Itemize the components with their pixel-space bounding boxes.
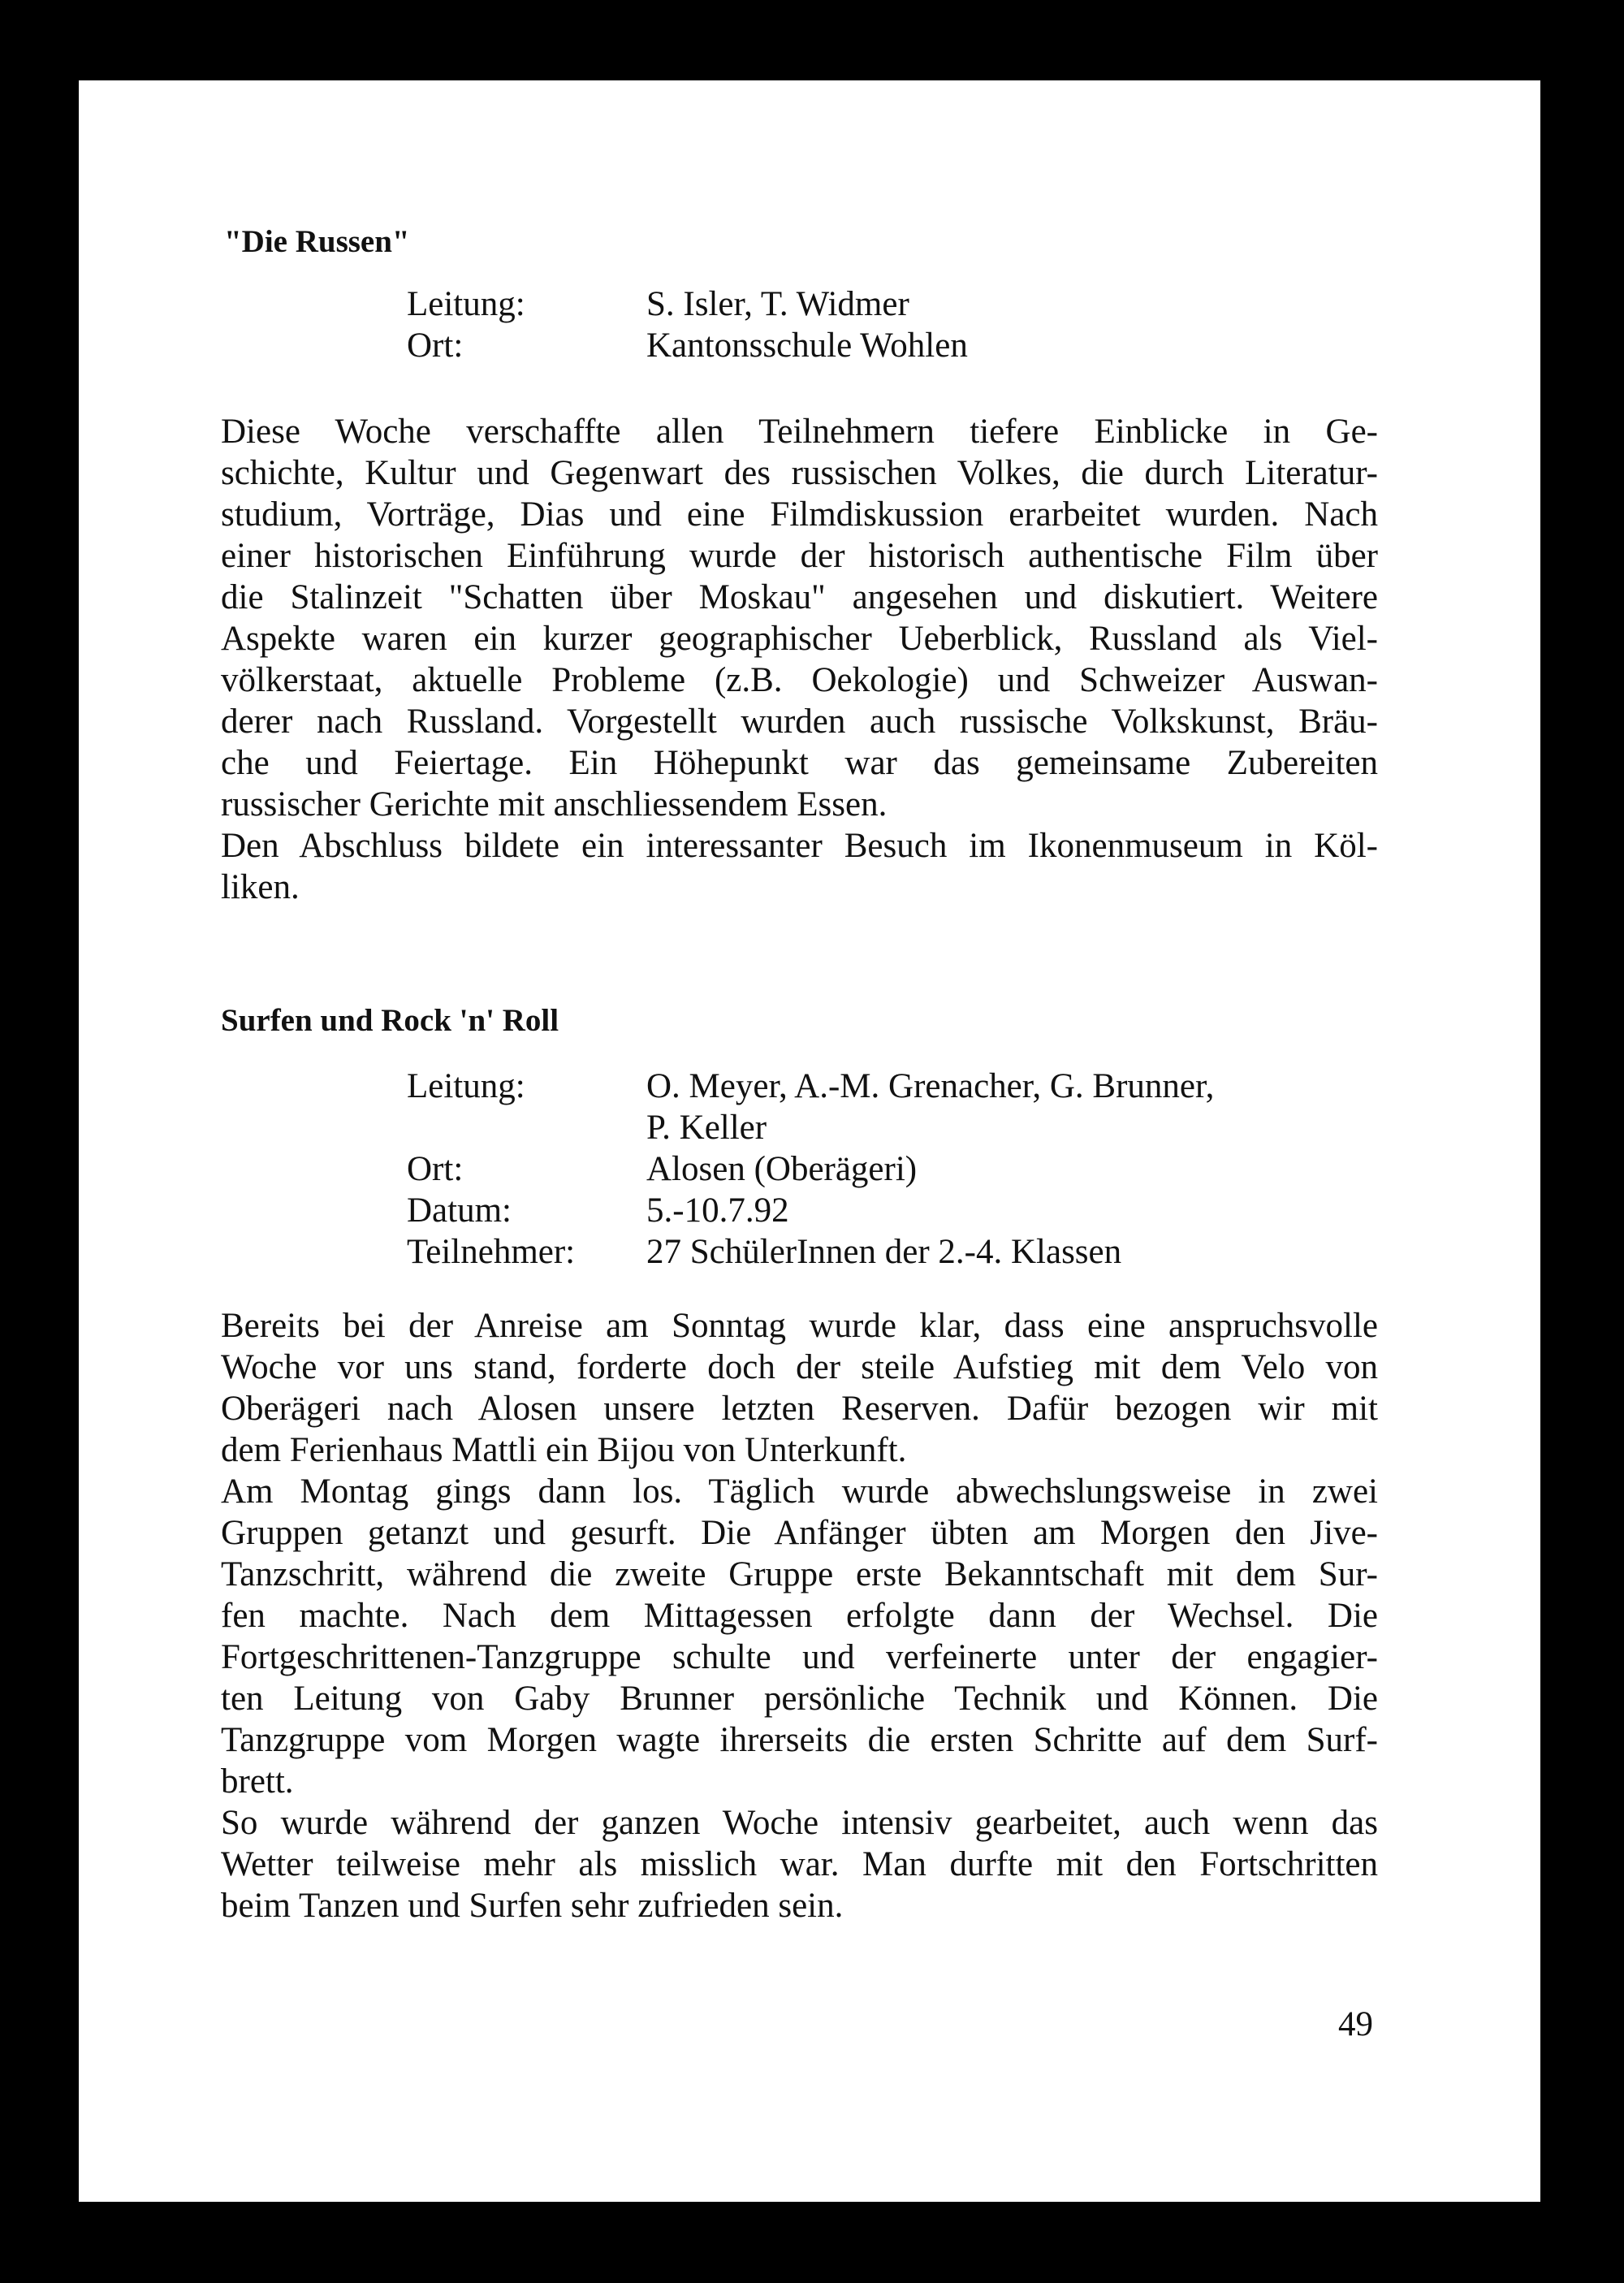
meta-row-leitung [407, 283, 968, 325]
text-line: liken. [221, 868, 300, 906]
meta-value: S. Isler, T. Widmer [646, 285, 909, 323]
text-line: beim Tanzen und Surfen sehr zufrieden sein. [221, 1887, 844, 1925]
text-line: Den Abschluss bildete ein interessanter Besuch im Ikonenmuseum in Köl- [221, 827, 1378, 865]
meta-value: O. Meyer, A.-M. Grenacher, G. Brunner, [646, 1067, 1215, 1105]
text-line: schichte, Kultur und Gegenwart des russischen Volkes, die durch Literatur- [221, 454, 1378, 492]
text-line: einer historischen Einführung wurde der historisch authentische Film über [221, 537, 1378, 575]
section-meta-die-russen [407, 283, 968, 366]
text-line: brett. [221, 1762, 294, 1801]
text-line: So wurde während der ganzen Woche intensiv gearbeitet, auch wenn das [221, 1804, 1378, 1842]
meta-value: 5.-10.7.92 [646, 1191, 789, 1230]
section-body-surfen-rock-n-roll [221, 1305, 1378, 1926]
text-line: Oberägeri nach Alosen unsere letzten Reserven. Dafür bezogen wir mit [221, 1390, 1378, 1428]
meta-value: 27 SchülerInnen der 2.-4. Klassen [646, 1233, 1122, 1271]
text-line: Diese Woche verschaffte allen Teilnehmern tiefere Einblicke in Ge- [221, 413, 1378, 451]
text-line: Gruppen getanzt und gesurft. Die Anfänger übten am Morgen den Jive- [221, 1514, 1378, 1552]
section-title-surfen-rock-n-roll: Surfen und Rock 'n' Roll [221, 1003, 559, 1038]
text-line: fen machte. Nach dem Mittagessen erfolgte dann der Wechsel. Die [221, 1597, 1378, 1635]
text-line: Aspekte waren ein kurzer geographischer Ueberblick, Russland als Viel- [221, 620, 1378, 658]
text-line: Bereits bei der Anreise am Sonntag wurde klar, dass eine anspruchsvolle [221, 1307, 1378, 1345]
meta-label: Teilnehmer: [407, 1233, 576, 1271]
section-meta-surfen-rock-n-roll [407, 1066, 1214, 1273]
meta-value: Alosen (Oberägeri) [646, 1150, 918, 1188]
meta-value: Kantonsschule Wohlen [646, 326, 968, 365]
page-number: 49 [1338, 2005, 1373, 2043]
text-line: studium, Vorträge, Dias und eine Filmdiskussion erarbeitet wurden. Nach [221, 495, 1378, 534]
meta-label: Leitung: [407, 1067, 525, 1105]
meta-label: Ort: [407, 326, 464, 365]
text-line: russischer Gerichte mit anschliessendem Essen. [221, 785, 888, 824]
meta-label: Leitung: [407, 285, 525, 323]
text-line: dem Ferienhaus Mattli ein Bijou von Unterkunft. [221, 1431, 907, 1469]
text-line: Woche vor uns stand, forderte doch der steile Aufstieg mit dem Velo von [221, 1348, 1378, 1386]
text-line: Am Montag gings dann los. Täglich wurde abwechslungsweise in zwei [221, 1472, 1378, 1511]
meta-row-datum [407, 1190, 1214, 1231]
section-body-die-russen [221, 411, 1378, 908]
text-line: völkerstaat, aktuelle Probleme (z.B. Oekologie) und Schweizer Auswan- [221, 661, 1378, 699]
meta-row-ort [407, 325, 968, 366]
meta-label-empty [407, 1107, 646, 1148]
text-line: Fortgeschrittenen-Tanzgruppe schulte und verfeinerte unter der engagier- [221, 1638, 1378, 1676]
text-line: Tanzschritt, während die zweite Gruppe erste Bekanntschaft mit dem Sur- [221, 1555, 1378, 1593]
meta-row-teilnehmer [407, 1231, 1214, 1273]
text-line: derer nach Russland. Vorgestellt wurden auch russische Volkskunst, Bräu- [221, 703, 1378, 741]
document-page [79, 80, 1540, 2202]
text-line: che und Feiertage. Ein Höhepunkt war das gemeinsame Zubereiten [221, 744, 1378, 782]
meta-label: Datum: [407, 1191, 512, 1230]
meta-label: Ort: [407, 1150, 464, 1188]
text-line: Tanzgruppe vom Morgen wagte ihrerseits die ersten Schritte auf dem Surf- [221, 1721, 1378, 1759]
text-line: die Stalinzeit "Schatten über Moskau" angesehen und diskutiert. Weitere [221, 578, 1378, 616]
meta-row-leitung-continued [407, 1107, 1214, 1148]
text-line: Wetter teilweise mehr als misslich war. Man durfte mit den Fortschritten [221, 1845, 1378, 1883]
section-title-die-russen: "Die Russen" [224, 224, 410, 259]
meta-value: P. Keller [646, 1109, 767, 1147]
meta-row-ort [407, 1148, 1214, 1190]
text-line: ten Leitung von Gaby Brunner persönliche Technik und Können. Die [221, 1680, 1378, 1718]
meta-row-leitung [407, 1066, 1214, 1107]
